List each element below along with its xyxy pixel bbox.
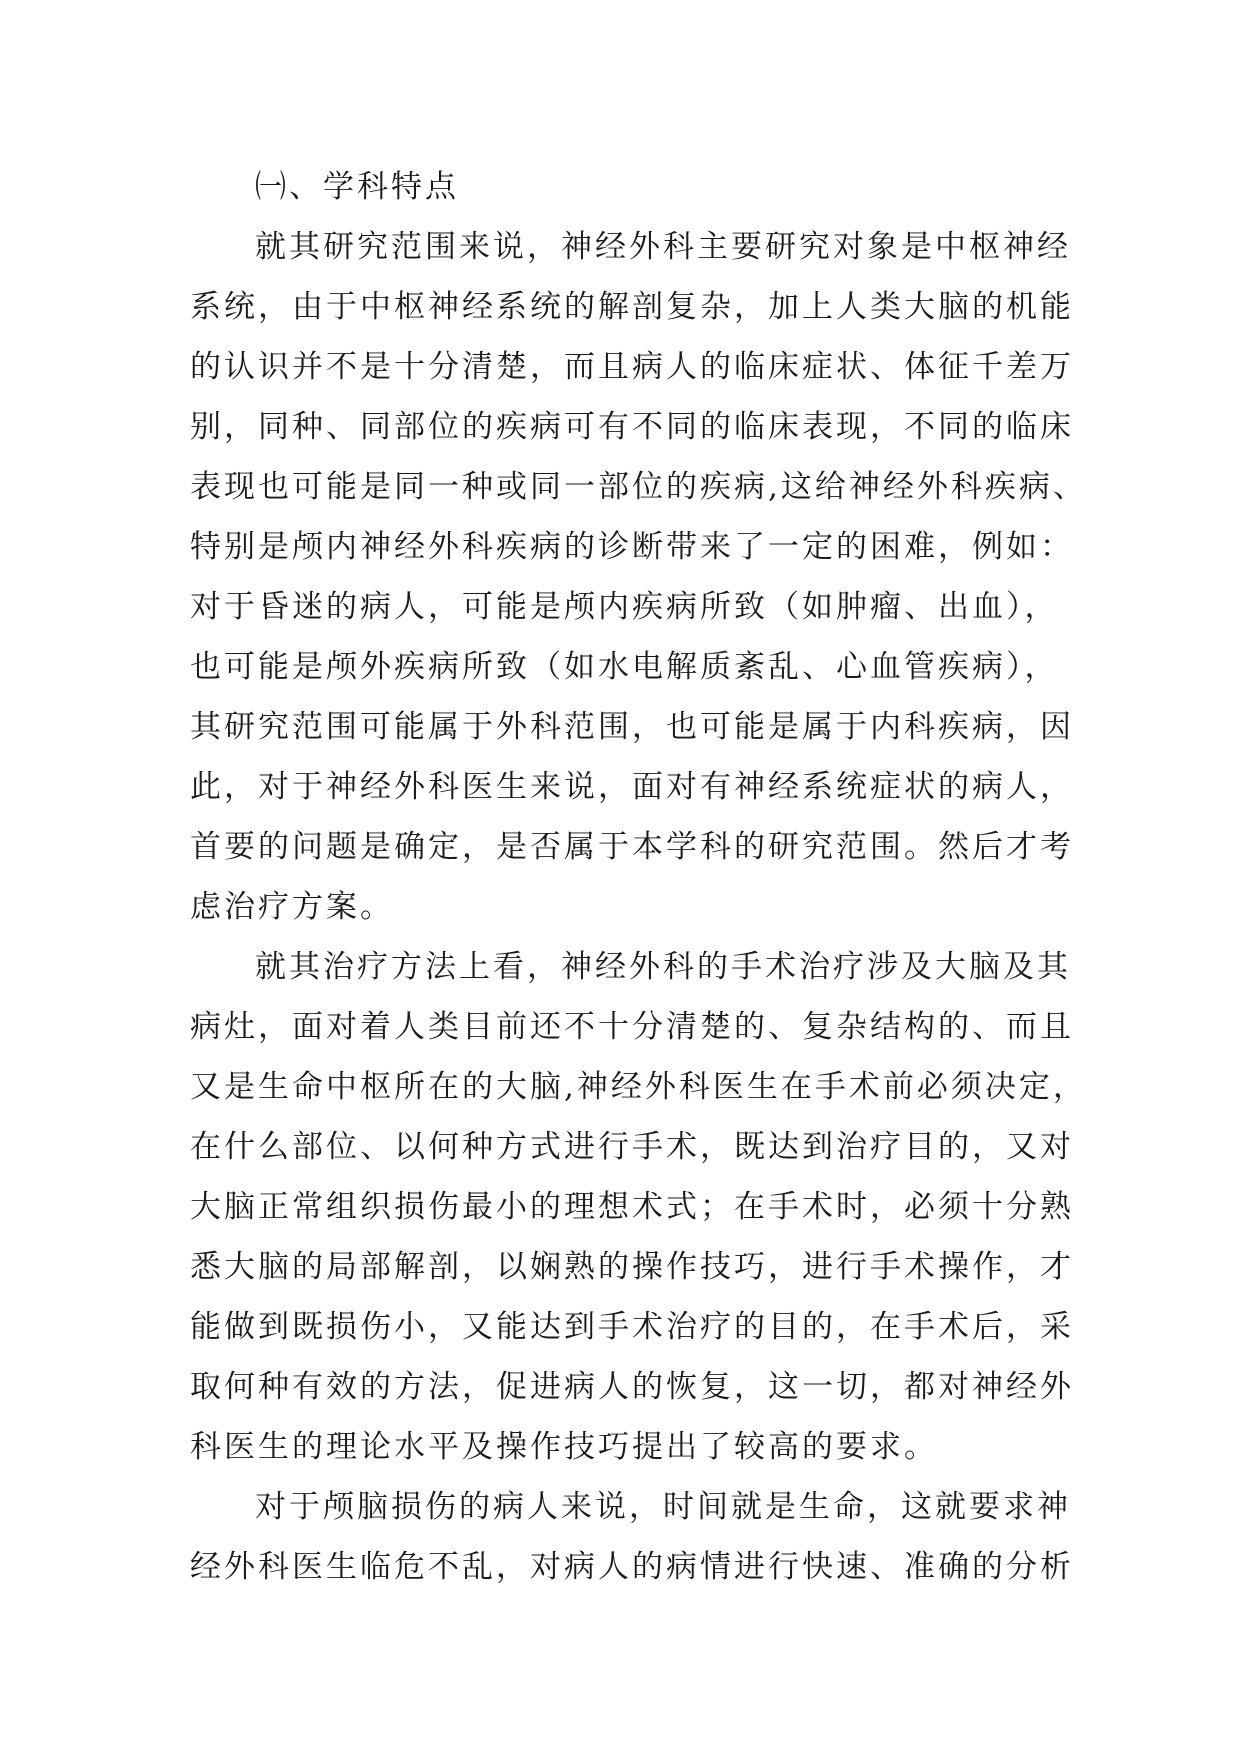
text-line: 也可能是颅外疾病所致（如水电解质紊乱、心血管疾病）， xyxy=(190,649,1059,685)
text-line: 其研究范围可能属于外科范围，也可能是属于内科疾病，因 xyxy=(190,709,1074,745)
text-line: 对于昏迷的病人，可能是颅内疾病所致（如肿瘤、出血）， xyxy=(190,589,1059,625)
document-body xyxy=(190,157,1087,1597)
section-heading: ㈠、学科特点 xyxy=(255,169,459,205)
text-line: 经外科医生临危不乱，对病人的病情进行快速、准确的分析 xyxy=(190,1549,1074,1585)
text-line: 就其研究范围来说，神经外科主要研究对象是中枢神经 xyxy=(255,229,1071,265)
paragraph-research-scope xyxy=(190,217,1087,937)
text-line: 首要的问题是确定，是否属于本学科的研究范围。然后才考 xyxy=(190,829,1074,865)
text-line: 的认识并不是十分清楚，而且病人的临床症状、体征千差万 xyxy=(190,349,1074,385)
text-line: 系统，由于中枢神经系统的解剖复杂，加上人类大脑的机能 xyxy=(190,289,1074,325)
text-line: 病灶，面对着人类目前还不十分清楚的、复杂结构的、而且 xyxy=(190,1009,1074,1045)
text-line: 科医生的理论水平及操作技巧提出了较高的要求。 xyxy=(190,1429,938,1465)
text-line: 虑治疗方案。 xyxy=(190,889,394,925)
paragraph-treatment-methods xyxy=(190,937,1087,1477)
text-line: 悉大脑的局部解剖，以娴熟的操作技巧，进行手术操作，才 xyxy=(190,1249,1074,1285)
text-line: 表现也可能是同一种或同一部位的疾病,这给神经外科疾病、 xyxy=(190,469,1087,505)
text-line: 就其治疗方法上看，神经外科的手术治疗涉及大脑及其 xyxy=(255,949,1071,985)
text-line: 大脑正常组织损伤最小的理想术式；在手术时，必须十分熟 xyxy=(190,1189,1074,1225)
text-line: 别，同种、同部位的疾病可有不同的临床表现，不同的临床 xyxy=(190,409,1074,445)
text-line: 又是生命中枢所在的大脑,神经外科医生在手术前必须决定， xyxy=(190,1069,1087,1105)
text-line: 此，对于神经外科医生来说，面对有神经系统症状的病人， xyxy=(190,769,1074,805)
text-line: 能做到既损伤小，又能达到手术治疗的目的，在手术后，采 xyxy=(190,1309,1074,1345)
paragraph-brain-injury xyxy=(190,1477,1074,1597)
text-line: 取何种有效的方法，促进病人的恢复，这一切，都对神经外 xyxy=(190,1369,1074,1405)
text-line: 对于颅脑损伤的病人来说，时间就是生命，这就要求神 xyxy=(255,1489,1071,1525)
text-line: 在什么部位、以何种方式进行手术，既达到治疗目的，又对 xyxy=(190,1129,1074,1165)
text-line: 特别是颅内神经外科疾病的诊断带来了一定的困难，例如： xyxy=(190,529,1074,565)
